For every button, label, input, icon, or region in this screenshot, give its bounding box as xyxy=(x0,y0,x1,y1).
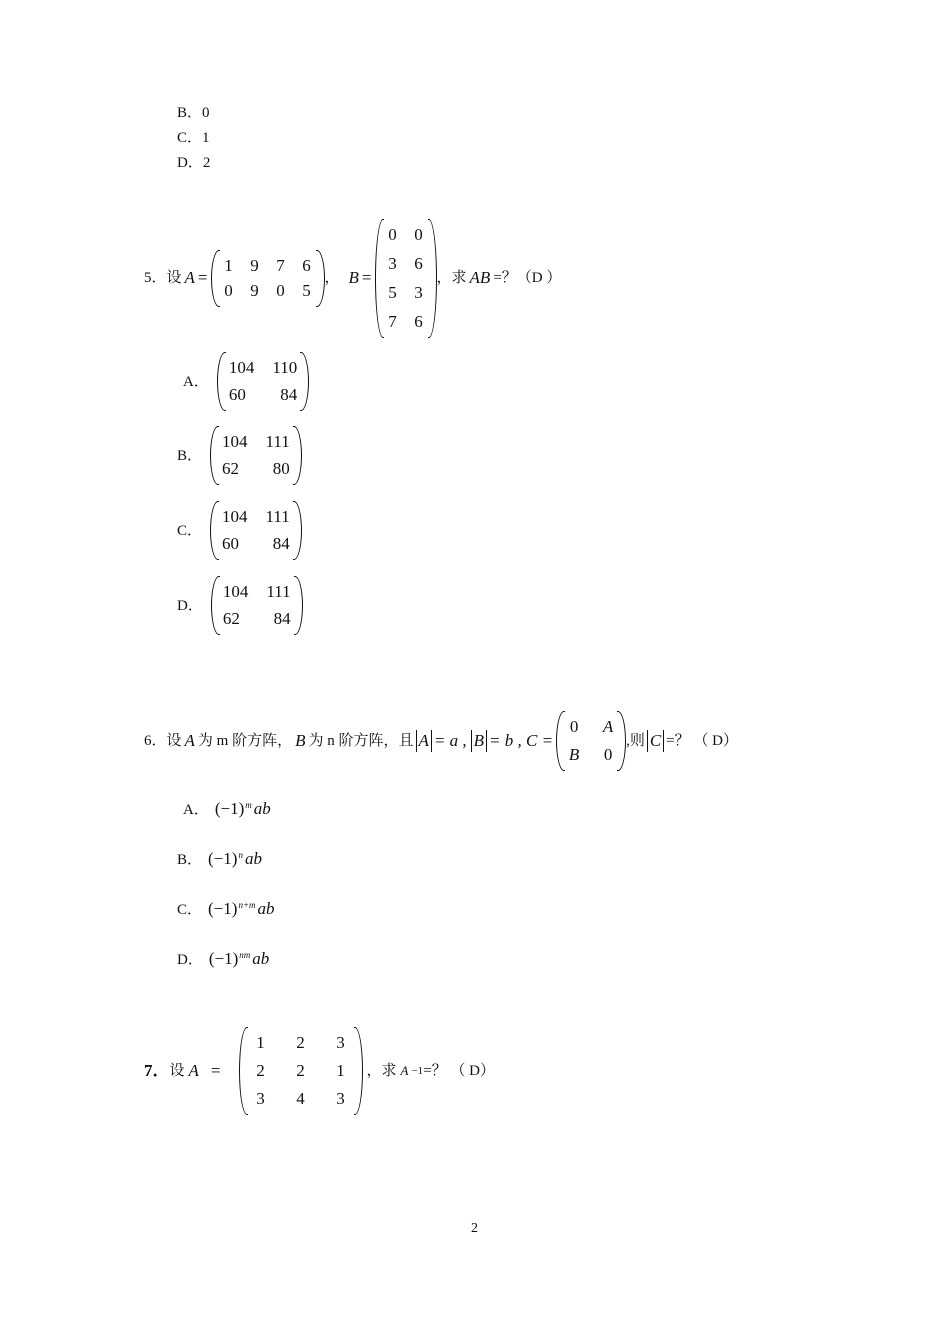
cell: 9 xyxy=(250,255,259,275)
cell: 3 xyxy=(414,282,423,302)
var-a: A xyxy=(188,1061,199,1080)
left-paren xyxy=(210,426,218,485)
question-number: 6． xyxy=(144,733,167,749)
option-matrix xyxy=(217,352,309,411)
matrix-b-grid xyxy=(383,219,429,338)
cell: 104 xyxy=(228,358,255,377)
option-label: B． xyxy=(177,852,203,868)
inv-exp: −1 xyxy=(411,1065,424,1077)
cell: 110 xyxy=(272,358,298,377)
cell: B xyxy=(568,745,580,764)
right-paren xyxy=(618,711,626,771)
q5-option-a xyxy=(183,352,309,411)
cell: 1 xyxy=(224,255,233,275)
cell: 4 xyxy=(296,1089,305,1108)
option-label: B． xyxy=(177,105,203,121)
left-paren xyxy=(217,352,225,411)
matrix-grid xyxy=(218,426,294,485)
cell: 111 xyxy=(266,582,291,601)
det-c: C xyxy=(649,731,662,750)
option-label: C． xyxy=(177,522,203,539)
cell: 111 xyxy=(265,507,290,526)
cell: 2 xyxy=(296,1033,305,1052)
left-paren xyxy=(239,1027,247,1115)
q4-option-b xyxy=(177,104,210,122)
equals: = xyxy=(210,1061,221,1080)
page-number: 2 xyxy=(471,1221,478,1236)
right-paren xyxy=(294,501,302,560)
option-value: 0 xyxy=(202,105,210,121)
q4-option-c xyxy=(177,129,210,147)
det-bar xyxy=(663,730,664,752)
cell: 62 xyxy=(222,609,240,628)
option-exp: n xyxy=(238,850,243,860)
cell: 0 xyxy=(603,745,613,764)
det-bar xyxy=(647,730,648,752)
cell: 104 xyxy=(222,582,249,601)
right-paren xyxy=(317,250,325,307)
det-bar xyxy=(486,730,487,752)
cell: 80 xyxy=(272,459,290,478)
q5-ask: ，求 xyxy=(436,270,467,286)
cell: A xyxy=(602,717,614,736)
cell: 5 xyxy=(302,280,311,300)
var-b: B xyxy=(348,268,359,287)
cell: 3 xyxy=(336,1089,345,1108)
option-base: (−1) xyxy=(208,899,238,918)
left-paren xyxy=(211,576,219,635)
cell: 6 xyxy=(414,311,423,331)
option-exp: n+m xyxy=(238,900,256,910)
cell: 6 xyxy=(414,253,423,273)
det-bar xyxy=(471,730,472,752)
equals: = xyxy=(197,268,208,287)
matrix-grid xyxy=(219,576,295,635)
det-bar xyxy=(416,730,417,752)
right-paren xyxy=(429,219,437,338)
matrix-q7-grid xyxy=(247,1027,355,1115)
left-paren xyxy=(375,219,383,338)
option-base: (−1) xyxy=(208,949,239,968)
option-value: 2 xyxy=(202,155,211,171)
det-b: B xyxy=(473,731,485,750)
option-label: B． xyxy=(177,447,203,464)
cell: 60 xyxy=(222,534,240,553)
q6-option-b xyxy=(177,846,262,869)
cell: 2 xyxy=(296,1061,305,1080)
cell: 0 xyxy=(224,280,233,300)
cell: 0 xyxy=(569,717,579,736)
cell: 104 xyxy=(222,432,248,451)
q4-option-d xyxy=(177,154,210,172)
equals: = xyxy=(361,268,372,287)
q5-stem xyxy=(144,222,561,334)
option-base: (−1) xyxy=(208,849,238,868)
cell: 60 xyxy=(228,385,246,404)
option-matrix xyxy=(210,426,302,485)
option-ab: ab xyxy=(244,849,262,868)
cell: 7 xyxy=(388,311,397,331)
question-number: 5． xyxy=(144,270,167,286)
q5-set: 设 xyxy=(166,270,182,286)
option-exp: m xyxy=(245,800,252,810)
option-label: C． xyxy=(177,130,203,146)
var-a: A xyxy=(184,731,195,750)
option-label: D． xyxy=(177,155,203,171)
cell: 0 xyxy=(388,224,397,244)
cell: 84 xyxy=(272,534,290,553)
option-label: D． xyxy=(177,952,203,968)
q6-option-c xyxy=(177,896,275,919)
right-paren xyxy=(294,426,302,485)
q5-option-c xyxy=(177,501,302,560)
cell: 104 xyxy=(222,507,248,526)
option-ab: ab xyxy=(257,899,275,918)
option-label: A． xyxy=(183,373,209,390)
matrix-a-grid xyxy=(219,250,317,307)
q6-tail: =？ （ D） xyxy=(666,733,738,749)
q6-option-d xyxy=(177,946,269,969)
q5-option-d xyxy=(177,576,303,635)
matrix-c-grid xyxy=(564,711,618,771)
option-label: C． xyxy=(177,902,203,918)
question-number: 7． xyxy=(144,1061,170,1080)
q6-stem xyxy=(144,710,738,772)
option-exp: nm xyxy=(239,950,251,960)
det-bar xyxy=(431,730,432,752)
right-paren xyxy=(355,1027,363,1115)
cell: 0 xyxy=(276,280,285,300)
option-matrix xyxy=(211,576,303,635)
option-value: 1 xyxy=(202,130,210,146)
cell: 0 xyxy=(414,224,423,244)
matrix-c xyxy=(556,711,626,771)
cell: 3 xyxy=(388,253,397,273)
cell: 111 xyxy=(265,432,290,451)
matrix-b xyxy=(375,219,437,338)
q5-option-b xyxy=(177,426,302,485)
cell: 3 xyxy=(256,1089,265,1108)
q7-ask: ，求 xyxy=(366,1063,397,1079)
left-paren xyxy=(210,501,218,560)
right-paren xyxy=(301,352,309,411)
cell: 2 xyxy=(256,1061,265,1080)
matrix-grid xyxy=(218,501,294,560)
q6-text: 设 xyxy=(166,733,182,749)
option-label: A． xyxy=(183,802,209,818)
cell: 3 xyxy=(336,1033,345,1052)
cell: 62 xyxy=(222,459,240,478)
eq-a: = a , xyxy=(433,731,467,750)
q7-stem xyxy=(144,1030,495,1112)
option-base: (−1) xyxy=(214,799,245,818)
matrix-grid xyxy=(225,352,301,411)
right-paren xyxy=(295,576,303,635)
var-a: A xyxy=(184,268,195,287)
matrix-q7 xyxy=(239,1027,363,1115)
comma: ， xyxy=(324,270,340,286)
var-b: B xyxy=(295,731,306,750)
cell: 1 xyxy=(256,1033,265,1052)
q6-text: 为 m 阶方阵， xyxy=(197,733,293,749)
q5-ask-tail: =？（D ） xyxy=(493,270,562,286)
cell: 84 xyxy=(280,385,298,404)
eq-b: = b , C = xyxy=(489,731,554,750)
option-ab: ab xyxy=(253,799,271,818)
inv-a: A xyxy=(400,1063,409,1078)
left-paren xyxy=(211,250,219,307)
option-matrix xyxy=(210,501,302,560)
q7-set: 设 xyxy=(169,1063,185,1079)
cell: 6 xyxy=(302,255,311,275)
option-ab: ab xyxy=(252,949,270,968)
q6-text: ,则 xyxy=(626,733,645,749)
q7-tail: =？ （ D） xyxy=(423,1063,495,1079)
left-paren xyxy=(556,711,564,771)
cell: 1 xyxy=(336,1061,345,1080)
option-label: D． xyxy=(177,597,203,614)
q6-option-a xyxy=(183,796,271,819)
q6-text: 为 n 阶方阵，且 xyxy=(308,733,414,749)
cell: 5 xyxy=(388,282,397,302)
cell: 84 xyxy=(273,609,291,628)
cell: 9 xyxy=(250,280,259,300)
matrix-a xyxy=(211,250,325,307)
det-a: A xyxy=(418,731,429,750)
var-ab: AB xyxy=(469,268,491,287)
cell: 7 xyxy=(276,255,285,275)
